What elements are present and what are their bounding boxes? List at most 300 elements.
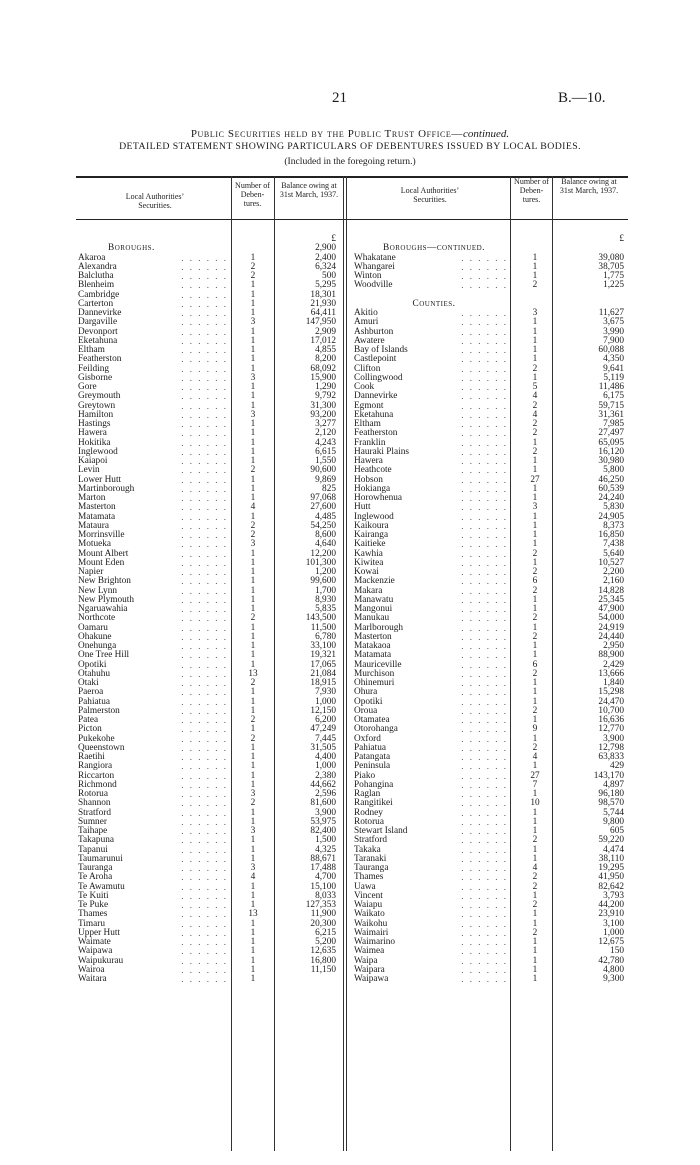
- authority-name: Takapuna: [78, 835, 115, 846]
- authority-name: Waitara: [78, 974, 107, 984]
- debenture-count: 1: [250, 252, 256, 263]
- leader-dots: . . . . . .: [181, 937, 228, 947]
- balance-value: 2,160: [603, 576, 624, 587]
- balance-value: 4,640: [315, 539, 336, 550]
- balance-value: 41,950: [598, 872, 624, 883]
- balance-value: 97,068: [310, 493, 336, 503]
- debenture-count: 3: [250, 863, 256, 873]
- balance-value: 17,012: [310, 335, 336, 346]
- leader-dots: . . . . . .: [181, 585, 228, 596]
- balance-value: £: [331, 234, 336, 244]
- authority-name: Woodville: [354, 280, 393, 291]
- leader-dots: . . . . . .: [181, 539, 228, 550]
- leader-dots: . . . . . .: [181, 465, 228, 476]
- balance-value: 6,200: [315, 715, 336, 725]
- leader-dots: . . . . . .: [181, 520, 228, 531]
- divider-left-bal: [274, 176, 275, 1151]
- debenture-count: 1: [250, 752, 256, 762]
- debenture-count: 1: [250, 641, 256, 651]
- debenture-count: 2: [532, 742, 538, 753]
- balance-value: 3,793: [603, 890, 624, 901]
- balance-value: 31,505: [310, 742, 336, 753]
- authority-name: Boroughs.: [108, 243, 155, 254]
- balance-value: 31,300: [310, 400, 336, 411]
- balance-value: 9,792: [315, 391, 336, 402]
- debenture-count: 1: [532, 604, 538, 614]
- right-debentures-column: [520, 235, 550, 984]
- leader-dots: . . . . . .: [461, 613, 508, 624]
- leader-dots: . . . . . .: [461, 742, 508, 753]
- debenture-count: 1: [250, 937, 256, 947]
- debenture-count: 1: [250, 308, 256, 318]
- debenture-count: 1: [250, 474, 256, 485]
- balance-value: 12,635: [310, 946, 336, 957]
- authority-name: Waipawa: [354, 974, 389, 984]
- divider-center: [343, 176, 344, 1151]
- authority-name: Franklin: [354, 437, 386, 448]
- leader-dots: . . . . . .: [181, 650, 228, 661]
- leader-dots: . . . . . .: [461, 456, 508, 466]
- leader-dots: . . . . . .: [461, 890, 508, 901]
- debenture-count: 2: [532, 567, 538, 577]
- leader-dots: . . . . . .: [181, 733, 228, 744]
- authority-name: Vincent: [354, 890, 383, 901]
- debenture-count: 1: [250, 400, 256, 411]
- debenture-count: 1: [532, 696, 538, 707]
- statement-subtitle: DETAILED STATEMENT SHOWING PARTICULARS OF DEBENTURES ISSUED BY LOCAL BODIES.: [119, 141, 581, 152]
- authority-name: Te Kuiti: [78, 890, 109, 901]
- balance-value: 1,700: [315, 585, 336, 596]
- balance-value: 150: [610, 946, 624, 957]
- balance-value: 4,485: [315, 511, 336, 522]
- leader-dots: . . . . . .: [461, 974, 508, 984]
- debenture-count: 1: [250, 557, 256, 568]
- leader-dots: . . . . . .: [181, 678, 228, 688]
- divider-right-bal: [552, 176, 553, 1151]
- authority-name: Patea: [78, 715, 99, 725]
- balance-value: 2,596: [315, 789, 336, 799]
- authority-name: Waikato: [354, 909, 385, 920]
- debenture-count: 2: [532, 585, 538, 596]
- debenture-count: 2: [532, 872, 538, 883]
- balance-value: 24,470: [598, 696, 624, 707]
- balance-value: 38,110: [598, 853, 624, 864]
- leader-dots: . . . . . .: [461, 622, 508, 633]
- debenture-count: 1: [250, 483, 256, 494]
- debenture-count: 1: [532, 271, 538, 281]
- leader-dots: . . . . . .: [461, 511, 508, 522]
- debenture-count: 1: [532, 853, 538, 864]
- authority-name: Clifton: [354, 363, 381, 374]
- balance-value: 15,298: [598, 687, 624, 698]
- leader-dots: . . . . . .: [181, 308, 228, 318]
- debenture-count: 2: [532, 705, 538, 716]
- leader-dots: . . . . . .: [181, 400, 228, 411]
- debenture-count: 4: [532, 752, 538, 762]
- balance-value: 143,500: [305, 613, 336, 624]
- debenture-count: [520, 291, 550, 300]
- balance-value: 2,120: [315, 428, 336, 439]
- authority-name: Matamata: [78, 511, 116, 522]
- leader-dots: . . . . . .: [461, 567, 508, 577]
- authority-name: Ngaruawahia: [78, 604, 128, 614]
- leader-dots: . . . . . .: [461, 705, 508, 716]
- balance-value: 59,715: [598, 400, 624, 411]
- debenture-count: 2: [250, 715, 256, 725]
- debenture-count: 1: [250, 687, 256, 698]
- authority-name: Sumner: [78, 816, 107, 827]
- leader-dots: . . . . . .: [181, 900, 228, 910]
- balance-value: 42,780: [598, 955, 624, 966]
- leader-dots: . . . . . .: [181, 696, 228, 707]
- authority-name: Piako: [354, 770, 376, 781]
- debenture-count: 1: [250, 900, 256, 910]
- leader-dots: . . . . . .: [181, 770, 228, 781]
- authority-name: Kawhia: [354, 548, 383, 559]
- debenture-count: 2: [250, 530, 256, 540]
- left-header-balance: Balance owing at 31st March, 1937.: [279, 181, 339, 199]
- debenture-count: 3: [532, 502, 538, 513]
- authority-name: Hauraki Plains: [354, 446, 409, 457]
- authority-name: Hokitika: [78, 437, 111, 448]
- debenture-count: 3: [250, 317, 256, 328]
- balance-value: 1,000: [315, 696, 336, 707]
- authority-name: Eketahuna: [78, 335, 118, 346]
- authority-name: Otamatea: [354, 715, 390, 725]
- leader-dots: . . . . . .: [461, 696, 508, 707]
- debenture-count: 1: [532, 826, 538, 836]
- leader-dots: . . . . . .: [181, 354, 228, 365]
- debenture-count: 3: [250, 789, 256, 799]
- leader-dots: . . . . . .: [461, 308, 508, 318]
- authority-name: Motueka: [78, 539, 112, 550]
- authority-name: Te Aroha: [78, 872, 113, 883]
- header-bottom-rule: [76, 219, 628, 220]
- debenture-count: 1: [250, 428, 256, 439]
- authority-name: Riccarton: [78, 770, 115, 781]
- authority-name: Onehunga: [78, 641, 117, 651]
- authority-name: Feilding: [78, 363, 109, 374]
- debenture-count: 2: [250, 271, 256, 281]
- authority-name: Masterton: [354, 631, 392, 642]
- authority-name: Awatere: [354, 335, 385, 346]
- debenture-count: 1: [250, 382, 256, 392]
- balance-value: 605: [610, 826, 624, 836]
- leader-dots: . . . . . .: [461, 918, 508, 929]
- debenture-count: 13: [248, 668, 258, 679]
- authority-name: Taranaki: [354, 853, 387, 864]
- balance-value: 44,200: [598, 900, 624, 910]
- balance-value: [556, 291, 624, 300]
- debenture-count: 1: [250, 511, 256, 522]
- leader-dots: . . . . . .: [461, 816, 508, 827]
- balance-value: 7,438: [603, 539, 624, 550]
- debenture-count: 1: [532, 974, 538, 984]
- authority-name: Kaitieke: [354, 539, 386, 550]
- debenture-count: 13: [248, 909, 258, 920]
- leader-dots: . . . . . .: [461, 594, 508, 605]
- balance-value: £: [619, 234, 624, 244]
- authority-name: Oroua: [354, 705, 378, 716]
- leader-dots: . . . . . .: [181, 631, 228, 642]
- authority-name: Balclutha: [78, 271, 114, 281]
- balance-value: 5,119: [603, 372, 624, 383]
- debenture-count: 1: [250, 955, 256, 966]
- balance-value: 1,225: [603, 280, 624, 291]
- debenture-count: 4: [532, 409, 538, 420]
- authority-name: Mount Eden: [78, 557, 125, 568]
- authority-name: Rangiora: [78, 761, 113, 772]
- leader-dots: . . . . . .: [181, 493, 228, 503]
- authority-name: Greytown: [78, 400, 116, 411]
- balance-value: 4,350: [603, 354, 624, 365]
- authority-name: Eltham: [354, 419, 381, 429]
- balance-value: 5,744: [603, 807, 624, 818]
- divider-center-2: [346, 176, 347, 1151]
- authority-name: Ohakune: [78, 631, 112, 642]
- authority-name: Kaiapoi: [78, 456, 108, 466]
- balance-value: 31,361: [598, 409, 624, 420]
- balance-value: 9,641: [603, 363, 624, 374]
- balance-value: 64,411: [310, 308, 336, 318]
- authority-name: Waiapu: [354, 900, 383, 910]
- balance-value: 4,474: [603, 844, 624, 855]
- authority-name: Akitio: [354, 308, 378, 318]
- authority-name: Featherston: [78, 354, 122, 365]
- balance-value: 5,200: [315, 937, 336, 947]
- balance-value: 4,325: [315, 844, 336, 855]
- leader-dots: . . . . . .: [461, 409, 508, 420]
- balance-value: 3,100: [603, 918, 624, 929]
- leader-dots: . . . . . .: [461, 955, 508, 966]
- debenture-count: 1: [532, 844, 538, 855]
- leader-dots: . . . . . .: [461, 576, 508, 587]
- authority-name: Waimairi: [354, 927, 389, 938]
- leader-dots: . . . . . .: [181, 613, 228, 624]
- authority-name: Whakatane: [354, 252, 396, 263]
- debenture-count: 2: [250, 678, 256, 688]
- left-header-debentures: Number of Deben-tures.: [235, 181, 270, 208]
- authority-name: Winton: [354, 271, 382, 281]
- authority-name: Hokianga: [354, 483, 391, 494]
- authority-name: Palmerston: [78, 705, 120, 716]
- authority-name: Pahiatua: [78, 696, 111, 707]
- balance-value: 12,200: [310, 548, 336, 559]
- leader-dots: . . . . . .: [461, 668, 508, 679]
- authority-name: Eltham: [78, 345, 105, 355]
- debenture-count: 2: [532, 631, 538, 642]
- balance-value: 12,675: [598, 937, 624, 947]
- balance-value: 10,700: [598, 705, 624, 716]
- balance-value: 10,527: [598, 557, 624, 568]
- leader-dots: . . . . . .: [461, 483, 508, 494]
- balance-value: 54,250: [310, 520, 336, 531]
- authority-name: Dannevirke: [354, 391, 398, 402]
- balance-value: 143,170: [593, 770, 624, 781]
- authority-name: Waipa: [354, 955, 378, 966]
- debenture-count: 2: [250, 798, 256, 809]
- authority-name: Stewart Island: [354, 826, 408, 836]
- balance-value: 39,080: [598, 252, 624, 263]
- leader-dots: . . . . . .: [181, 261, 228, 272]
- authority-name: New Plymouth: [78, 594, 135, 605]
- debenture-count: 2: [532, 835, 538, 846]
- authority-name: Dannevirke: [78, 308, 122, 318]
- balance-value: 68,092: [310, 363, 336, 374]
- balance-value: 11,500: [310, 622, 336, 633]
- leader-dots: . . . . . .: [461, 557, 508, 568]
- authority-name: Napier: [78, 567, 104, 577]
- authority-name: Amuri: [354, 317, 379, 328]
- authority-name: Marlborough: [354, 622, 404, 633]
- balance-value: 15,900: [310, 372, 336, 383]
- debenture-count: 1: [250, 604, 256, 614]
- authority-name: Timaru: [78, 918, 106, 929]
- divider-right-deb: [510, 176, 511, 1151]
- authority-name: Pukekohe: [78, 733, 115, 744]
- balance-value: 6,215: [315, 927, 336, 938]
- authority-name: Pohangina: [354, 779, 394, 790]
- balance-value: 17,065: [310, 659, 336, 670]
- debenture-count: 1: [532, 317, 538, 328]
- debenture-count: 2: [532, 280, 538, 291]
- authority-name: Rotorua: [354, 816, 384, 827]
- debenture-count: 2: [250, 261, 256, 272]
- leader-dots: . . . . . .: [461, 474, 508, 485]
- authority-name: Whangarei: [354, 261, 395, 272]
- balance-value: 2,909: [315, 326, 336, 337]
- authority-name: Murchison: [354, 668, 395, 679]
- debenture-count: 1: [250, 548, 256, 559]
- balance-value: 23,910: [598, 909, 624, 920]
- debenture-count: 1: [250, 298, 256, 309]
- leader-dots: . . . . . .: [461, 641, 508, 651]
- balance-value: 147,950: [305, 317, 336, 328]
- balance-value: 11,150: [310, 964, 336, 975]
- leader-dots: . . . . . .: [461, 261, 508, 272]
- debenture-count: 1: [532, 520, 538, 531]
- authority-name: Taihape: [78, 826, 108, 836]
- leader-dots: . . . . . .: [461, 502, 508, 513]
- debenture-count: 1: [532, 909, 538, 920]
- authority-name: Hawera: [78, 428, 107, 439]
- balance-value: 14,828: [598, 585, 624, 596]
- leader-dots: . . . . . .: [461, 659, 508, 670]
- debenture-count: 1: [250, 881, 256, 892]
- debenture-count: 1: [532, 678, 538, 688]
- leader-dots: . . . . . .: [461, 752, 508, 762]
- balance-value: 27,600: [310, 502, 336, 513]
- authority-name: Boroughs—continued.: [383, 243, 485, 254]
- debenture-count: 1: [532, 594, 538, 605]
- debenture-count: 7: [532, 779, 538, 790]
- debenture-count: 2: [532, 419, 538, 429]
- balance-value: 6,780: [315, 631, 336, 642]
- leader-dots: [136, 235, 228, 244]
- debenture-count: 1: [532, 715, 538, 725]
- debenture-count: 1: [532, 335, 538, 346]
- authority-name: Te Awamutu: [78, 881, 125, 892]
- authority-name: Opotiki: [78, 659, 107, 670]
- balance-value: 3,990: [603, 326, 624, 337]
- balance-value: 1,000: [603, 927, 624, 938]
- balance-value: 13,666: [598, 668, 624, 679]
- leader-dots: . . . . . .: [181, 483, 228, 494]
- debenture-count: 6: [532, 576, 538, 587]
- leader-dots: . . . . . .: [461, 927, 508, 938]
- authority-name: Waimea: [354, 946, 385, 957]
- debenture-count: 1: [532, 946, 538, 957]
- debenture-count: 1: [250, 391, 256, 402]
- authority-name: Counties.: [412, 298, 456, 309]
- leader-dots: . . . . . .: [181, 372, 228, 383]
- debenture-count: 1: [532, 964, 538, 975]
- leader-dots: . . . . . .: [461, 520, 508, 531]
- debenture-count: 4: [250, 502, 256, 513]
- debenture-count: 4: [532, 391, 538, 402]
- authority-name: Northcote: [78, 613, 116, 624]
- balance-value: 25,345: [598, 594, 624, 605]
- debenture-count: 3: [532, 308, 538, 318]
- debenture-count: 1: [532, 252, 538, 263]
- leader-dots: . . . . . .: [461, 271, 508, 281]
- balance-value: 90,600: [310, 465, 336, 476]
- authority-name: Mount Albert: [78, 548, 129, 559]
- authority-name: Stratford: [354, 835, 388, 846]
- leader-dots: . . . . . .: [181, 872, 228, 883]
- right-header-authorities: Local Authorities’ Securities.: [400, 186, 460, 204]
- debenture-count: 2: [532, 428, 538, 439]
- debenture-count: 1: [532, 483, 538, 494]
- leader-dots: . . . . . .: [461, 900, 508, 910]
- authority-name: Akaroa: [78, 252, 106, 263]
- balance-value: 1,775: [603, 271, 624, 281]
- leader-dots: . . . . . .: [461, 678, 508, 688]
- debenture-count: 1: [250, 724, 256, 735]
- authority-name: Thames: [354, 872, 384, 883]
- authority-name: Otahuhu: [78, 668, 111, 679]
- leader-dots: . . . . . .: [181, 752, 228, 762]
- debenture-count: 1: [250, 280, 256, 291]
- balance-value: 825: [322, 483, 336, 494]
- leader-dots: . . . . . .: [461, 964, 508, 975]
- balance-value: 24,905: [598, 511, 624, 522]
- balance-value: 38,705: [598, 261, 624, 272]
- authority-name: Otorohanga: [354, 724, 398, 735]
- authority-name: Peninsula: [354, 761, 391, 772]
- left-debentures-column: [238, 235, 268, 984]
- authority-name: Heathcote: [354, 465, 392, 476]
- balance-value: 3,900: [315, 807, 336, 818]
- balance-value: 2,200: [603, 567, 624, 577]
- leader-dots: . . . . . .: [461, 317, 508, 328]
- balance-value: 7,900: [603, 335, 624, 346]
- balance-value: 12,770: [598, 724, 624, 735]
- authority-name: Matakaoa: [354, 641, 391, 651]
- authority-name: Masterton: [78, 502, 116, 513]
- authority-name: Makara: [354, 585, 383, 596]
- debenture-count: 2: [532, 446, 538, 457]
- balance-value: 127,353: [305, 900, 336, 910]
- leader-dots: . . . . . .: [181, 437, 228, 448]
- leader-dots: . . . . . .: [181, 502, 228, 513]
- leader-dots: . . . . . .: [181, 271, 228, 281]
- authority-name: Upper Hutt: [78, 927, 121, 938]
- authority-name: Manawatu: [354, 594, 394, 605]
- balance-value: 19,295: [598, 863, 624, 873]
- authority-name: Ohinemuri: [354, 678, 395, 688]
- leader-dots: . . . . . .: [181, 317, 228, 328]
